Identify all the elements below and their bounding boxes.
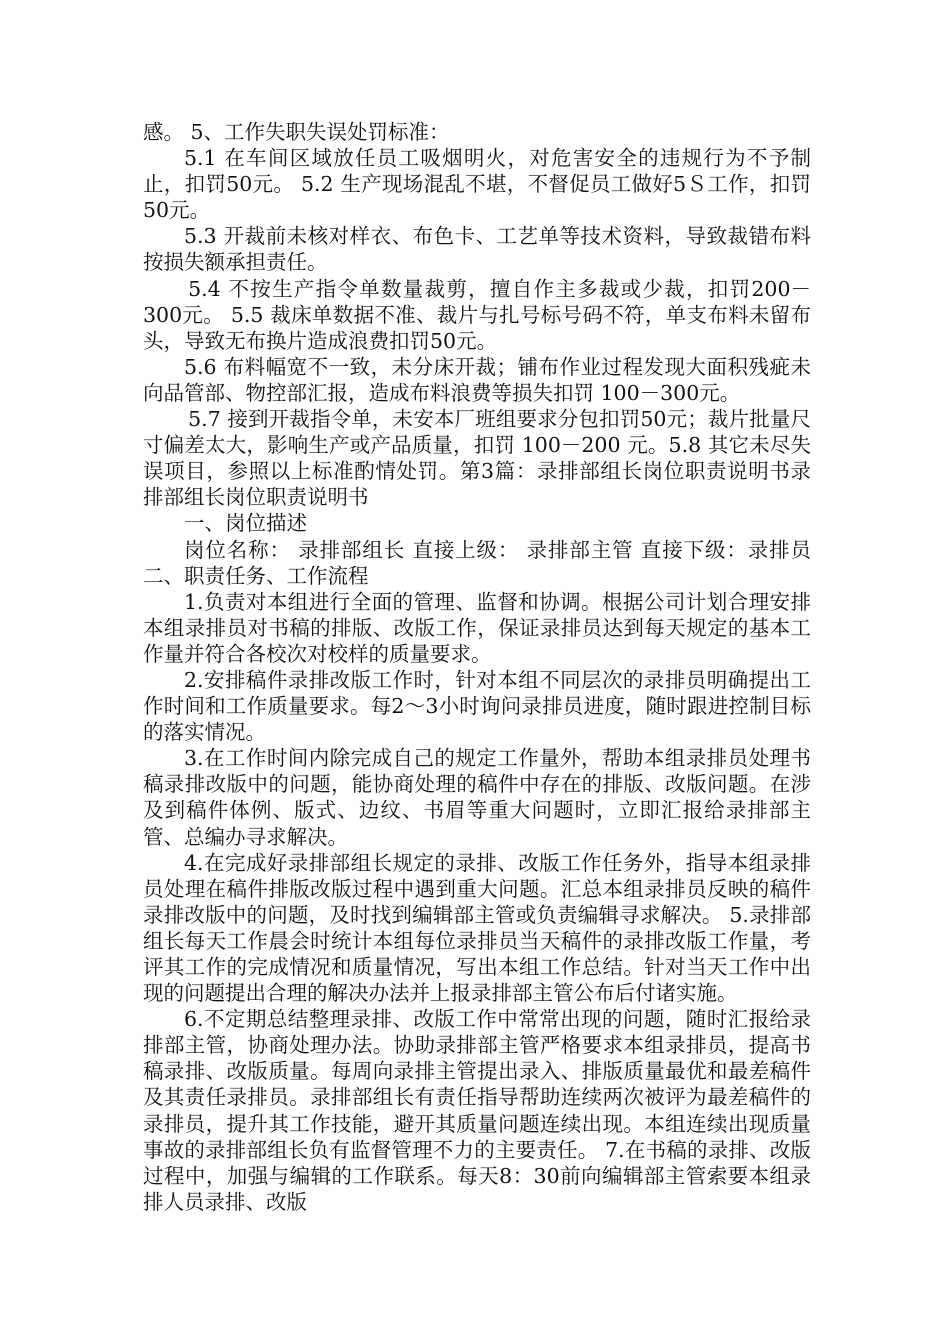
paragraph-duty-6: 6.不定期总结整理录排、改版工作中常常出现的问题，随时汇报给录排部主管，协商处理办法。协助录排部主管严格要求本组录排员，提高书稿录排、改版质量。每周向录排主管提出录入、排版质量最优和最差稿件及其责任录排员。录排部组长有责任指导帮助连续两次被评为最差稿件的录排员，提升其工作技能，避开其质量问题连续出现。本组连续出现质量事故的录排部组长负有监督管理不力的主要责任。 7.在书稿的录排、改版过程中，加强与编辑的工作联系。每天8：30前向编辑部主管索要本组录排人员录排、改版 [143,1007,811,1214]
paragraph-duty-2: 2.安排稿件录排改版工作时，针对本组不同层次的录排员明确提出工作时间和工作质量要求。每2～3小时询问录排员进度，随时跟进控制目标的落实情况。 [143,667,811,745]
paragraph-5-6: 5.6 布料幅宽不一致，未分床开裁；铺布作业过程发现大面积残疵未向品管部、物控部汇报，造成布料浪费等损失扣罚 100－300元。 [143,354,811,405]
paragraph-duty-3: 3.在工作时间内除完成自己的规定工作量外，帮助本组录排员处理书稿录排改版中的问题，能协商处理的稿件中存在的排版、改版问题。在涉及到稿件体例、版式、边纹、书眉等重大问题时，立即汇报给录排部主管、总编办寻求解决。 [143,746,811,849]
paragraph-job-title: 岗位名称： 录排部组长 直接上级： 录排部主管 直接下级：录排员 二、职责任务、工作流程 [143,537,811,588]
paragraph-penalty-heading: 感。 5、工作失职失误处罚标准： [143,120,450,144]
paragraph-5-3: 5.3 开裁前未核对样衣、布色卡、工艺单等技术资料，导致裁错布料按损失额承担责任。 [143,224,811,275]
paragraph-duty-4: 4.在完成好录排部组长规定的录排、改版工作任务外，指导本组录排员处理在稿件排版改版过程中遇到重大问题。汇总本组录排员反映的稿件录排改版中的问题，及时找到编辑部主管或负责编辑寻求解决。 5.录排部组长每天工作晨会时统计本组每位录排员当天稿件的录排改版工作量，考评其工作的完成情况和质量情况，写出本组工作总结。针对当天工作中出现的问题提出合理的解决办法并上报录排部主管公布后付诸实施。 [143,850,811,1006]
paragraph-5-7: 5.7 接到开裁指令单，未安本厂班组要求分包扣罚50元；裁片批量尺寸偏差太大，影响生产或产品质量，扣罚 100－200 元。5.8 其它未尽失误项目，参照以上标准酌情处罚。第3篇：录排部组长岗位职责说明书录排部组长岗位职责说明书 [143,407,811,510]
paragraph-5-4: 5.4 不按生产指令单数量裁剪，擅自作主多裁或少裁，扣罚200－300元。 5.5 裁床单数据不准、裁片与扎号标号码不符，单支布料未留布头，导致无布换片造成浪费扣罚50元。 [143,276,811,353]
section-heading-job-description: 一、岗位描述 [184,511,307,536]
document-body [143,119,811,1215]
paragraph-duty-1: 1.负责对本组进行全面的管理、监督和协调。根据公司计划合理安排本组录排员对书稿的排版、改版工作，保证录排员达到每天规定的基本工作量并符合各校次对校样的质量要求。 [143,589,811,666]
paragraph-5-1: 5.1 在车间区域放任员工吸烟明火，对危害安全的违规行为不予制止，扣罚50元。 5.2 生产现场混乱不堪，不督促员工做好5Ｓ工作，扣罚50元。 [143,146,811,223]
